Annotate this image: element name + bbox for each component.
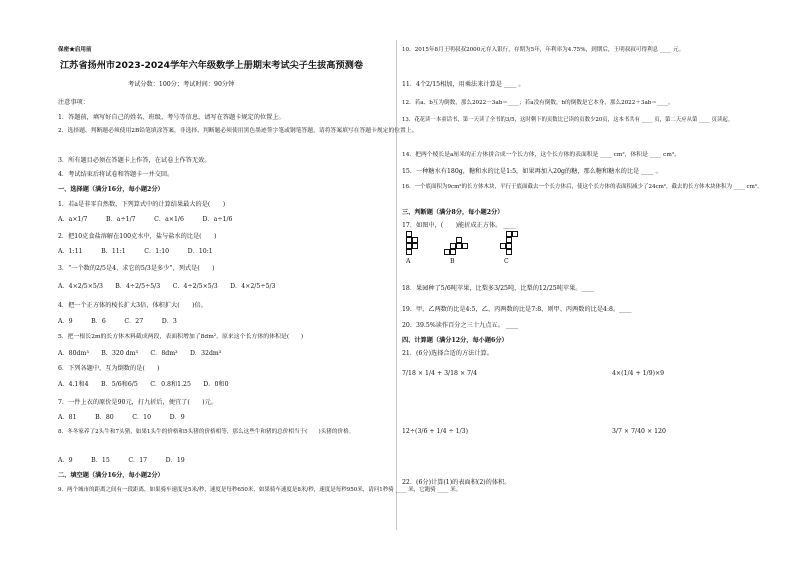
exam-meta: 考试分数：100分；考试时间：90分钟: [128, 81, 235, 88]
options: A．4.1和4 B．5/6和6/5 C．0.8和1.25 D．0和0: [58, 381, 229, 388]
note-item: 1．答题前，填写好自己的姓名、班级、考号等信息，请写在答题卡规定的位置上。: [58, 114, 285, 121]
question: 10．2015年8月王明叔叔2000元存入银行，存期为5年，年利率为4.75%，到期后，王明叔叔可得利息 ____ 元。: [402, 47, 685, 53]
question: 18．果园种了5/6吨苹果，比梨多3/25吨，比梨的12/25吨苹果。____: [402, 285, 594, 292]
notes-heading: 注意事项：: [58, 99, 89, 106]
page-title: 江苏省扬州市2023-2024学年六年级数学上册期末考试尖子生拔高预测卷: [60, 60, 364, 71]
question: 1．若a是非零自然数，下列算式中的计算结果最大的是( ): [58, 201, 226, 208]
question: 9．两个城市的距离之间有一段距离，如果骑车速度是5米/秒，速度是每秒650米，如果骑车速度是8米/秒，速度是每秒950米，请问1秒骑 ____ 米，它跑骑 ____ 米。: [58, 487, 462, 493]
expression: 4×(1/4 + 1/9)×9: [612, 370, 665, 377]
question: 3．“一个数的2/5是4，求它的5/3是多少”，列式是( ): [58, 265, 215, 272]
section-judge: 三、判断题（满分8分，每小题2分）: [402, 209, 504, 216]
question: 4．把一个正方体的棱长扩大3倍，体积扩大( )倍。: [58, 302, 207, 309]
options: A．4×2/5×5/3 B．4÷2/5÷5/3 C．4÷2/5×5/3 D．4×2/5÷5/3: [58, 283, 276, 290]
section-fill: 二、填空题（满分16分，每小题2分）: [58, 472, 164, 479]
section-calc: 四、计算题（满分12分，每小题6分）: [402, 337, 508, 344]
question: 11．4个2/15相加，用乘法来计算是 ____ 。: [402, 81, 525, 88]
note-item: 3．所有题目必须在答题卡上作答，在试卷上作答无效。: [58, 157, 211, 164]
question: 22．(6分)计算(1)的表面积(2)的体积。: [402, 479, 511, 486]
question: 16．一个底面积为9cm²的长方体木块，平行于底面截去一个长方体后，使这个长方体的表面积减少了24cm²，截去的长方体木块体积为 ____ cm³。: [402, 184, 763, 190]
question: 6．下列各题中，互为倒数的是( ): [58, 365, 160, 372]
question: 17．如图中，( )能折成正方体。 ____: [402, 222, 516, 229]
question: 14．把两个棱长是a厘米的正方体拼合成一个长方体，这个长方体的表面积是 ____ cm²，体积是 ____ cm³。: [402, 152, 681, 158]
note-item: 2．选择题、判断题必须使用2B铅笔填涂答案，非选择、判断题必须使用黑色墨迹签字笔或钢笔答题，请将答案填写在答题卡规定的位置上。: [58, 128, 418, 134]
figure-label-a: A: [406, 258, 411, 265]
figure-label-c: C: [504, 258, 509, 265]
options: A．9 B．15 C．17 D．19: [58, 457, 185, 464]
note-item: 4．考试结束后将试卷和答题卡一并交回。: [58, 171, 174, 178]
expression: 3/7 × 7/40 × 120: [612, 428, 666, 435]
question: 2．把10克食盐溶解在100克水中，盐与盐水的比是( ): [58, 233, 217, 240]
options: A．1:11 B．11:1 C．1:10 D．10:1: [58, 248, 213, 255]
options: A．a×1/7 B．a÷1/7 C．a×1/6 D．a÷1/6: [58, 216, 233, 223]
question: 12．若a、b互为倒数，那么2022－3ab＝____；若a没有倒数，b的倒数是它本身，那么2022＋3ab＝____。: [402, 100, 674, 106]
question: 20．39.5%读作百分之三十九点五。 ____: [402, 322, 519, 329]
question: 5．把一根长2m的长方体木料截成两段，表面积增加了8dm²，原来这个长方体的体积是( ): [58, 334, 304, 340]
question: 7．一件上衣的原价是90元，打九折后，便宜了( )元。: [58, 399, 217, 406]
figure-label-b: B: [450, 258, 455, 265]
cube-net-figures: [402, 229, 542, 273]
expression: 7/18 × 1/4 + 3/18 × 7/4: [402, 370, 478, 377]
question: 15．一种糖水有180g，糖和水的比是1:5，如果再加入20g的糖，那么糖和糖水的比是 ____ 。: [402, 168, 662, 175]
options: A．80dm³ B．320 dm³ C．8dm³ D．32dm³: [58, 350, 222, 357]
options: A．9 B．6 C．27 D．3: [58, 318, 177, 325]
column-divider: [396, 40, 397, 530]
section-choice: 一、选择题（满分16分，每小题2分）: [58, 186, 164, 193]
question: 8．冬冬家养了2头牛和7头猪，如果1头牛的价格和5头猪的价格相等，那么这些牛和猪的总价相当于( )头猪的价格。: [58, 429, 355, 435]
expression: 12÷(3/6 + 1/4 ÷ 1/3): [402, 428, 468, 435]
question: 13．花花读一本童话书，第一天读了全书的3/5，这时剩下的页数比已读的页数少20页，这本书共有 ____ 页，第二天应从第 ____ 页读起。: [402, 117, 734, 123]
options: A．81 B．80 C．10 D．9: [58, 414, 185, 421]
question: 19．甲、乙两数的比是4:5，乙、丙两数的比是7:8，则甲、丙两数的比是4:8。____: [402, 306, 632, 313]
question: 21．(6分)选择合适的方法计算。: [402, 350, 493, 357]
secret-label: 保密★启用前: [58, 47, 92, 53]
